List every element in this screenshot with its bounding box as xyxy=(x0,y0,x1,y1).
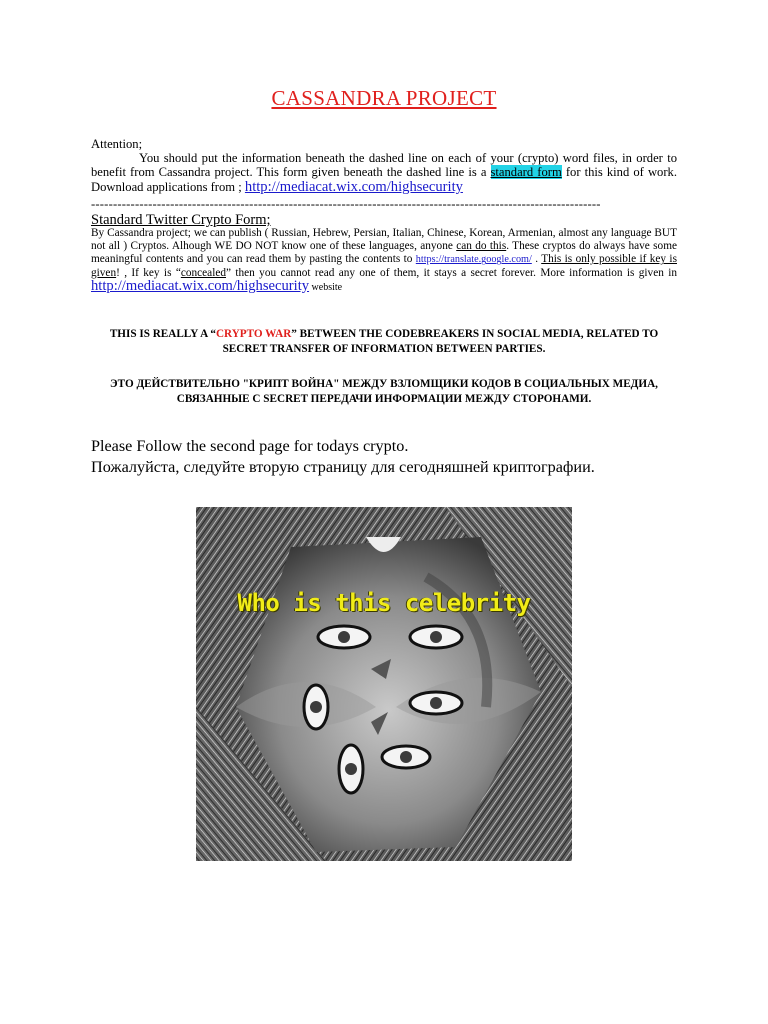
intro-text-b: for this kind of work. Download applications from ; xyxy=(91,165,677,194)
mediacat-link-2[interactable]: http://mediacat.wix.com/highsecurity xyxy=(91,277,310,294)
attention-label: Attention; xyxy=(91,137,143,151)
concealed-text: concealed xyxy=(180,266,226,279)
war-en-pre: THIS IS REALLY A “ xyxy=(109,328,216,340)
follow-russian: Пожалуйста, следуйте вторую страницу для сегодняшней криптографии. xyxy=(91,458,595,476)
twitter-form-heading: Standard Twitter Crypto Form; xyxy=(91,212,271,228)
standard-form-highlight: standard form xyxy=(490,165,562,180)
translate-link[interactable]: https://translate.google.com/ xyxy=(415,254,532,266)
crypto-war-russian: ЭТО ДЕЙСТВИТЕЛЬНО "КРИПТ ВОЙНА" МЕЖДУ ВЗЛОМЩИКИ КОДОВ В СОЦИАЛЬНЫХ МЕДИА, СВЯЗАННЫЕ С SECRET ПЕРЕДАЧИ ИНФОРМАЦИИ МЕЖДУ СТОРОНАМИ. xyxy=(110,378,658,405)
celebrity-photo xyxy=(196,507,572,861)
twitter-text-e: ” then you cannot read any one of them, it stays a secret forever. More information is given in xyxy=(226,266,677,279)
crypto-war-red: CRYPTO WAR xyxy=(215,328,292,340)
war-en-post: ” BETWEEN THE CODEBREAKERS IN SOCIAL MEDIA, RELATED TO SECRET TRANSFER OF INFORMATION BETWEEN PARTIES. xyxy=(222,328,659,355)
website-text: website xyxy=(309,281,343,293)
crypto-war-english xyxy=(100,327,668,356)
dashed-line: -------------------------------------------------------------------------------------------------------------------- xyxy=(91,197,601,211)
twitter-text-b: . These cryptos do always have some meaningful contents and you can read them by pasting the contents to xyxy=(91,240,677,266)
photo-caption: Who is this celebrity xyxy=(237,589,531,617)
twitter-text-c: . xyxy=(531,253,542,266)
only-possible-text: This is only possible if key is given xyxy=(91,253,677,279)
twitter-text-d: ! , If key is “ xyxy=(116,266,181,279)
twitter-text-a: By Cassandra project; we can publish ( Russian, Hebrew, Persian, Italian, Chinese, Korean, Armenian, almost any language BUT not all ) Cryptos. Alhough WE DO NOT know one of these languages, anyone xyxy=(91,227,677,253)
intro-paragraph xyxy=(91,151,677,194)
intro-text-a: You should put the information beneath the dashed line on each of your (crypto) word files, in order to benefit from Cassandra project. This form given beneath the dashed line is a xyxy=(91,151,677,180)
mediacat-link[interactable]: http://mediacat.wix.com/highsecurity xyxy=(244,178,463,195)
follow-instructions xyxy=(91,436,595,478)
document-title: CASSANDRA PROJECT xyxy=(271,86,497,110)
twitter-form-paragraph xyxy=(91,227,677,294)
kaleidoscope-face-image xyxy=(196,507,572,861)
can-do-this-text: can do this xyxy=(456,240,507,253)
follow-english: Please Follow the second page for todays crypto. xyxy=(91,437,409,455)
